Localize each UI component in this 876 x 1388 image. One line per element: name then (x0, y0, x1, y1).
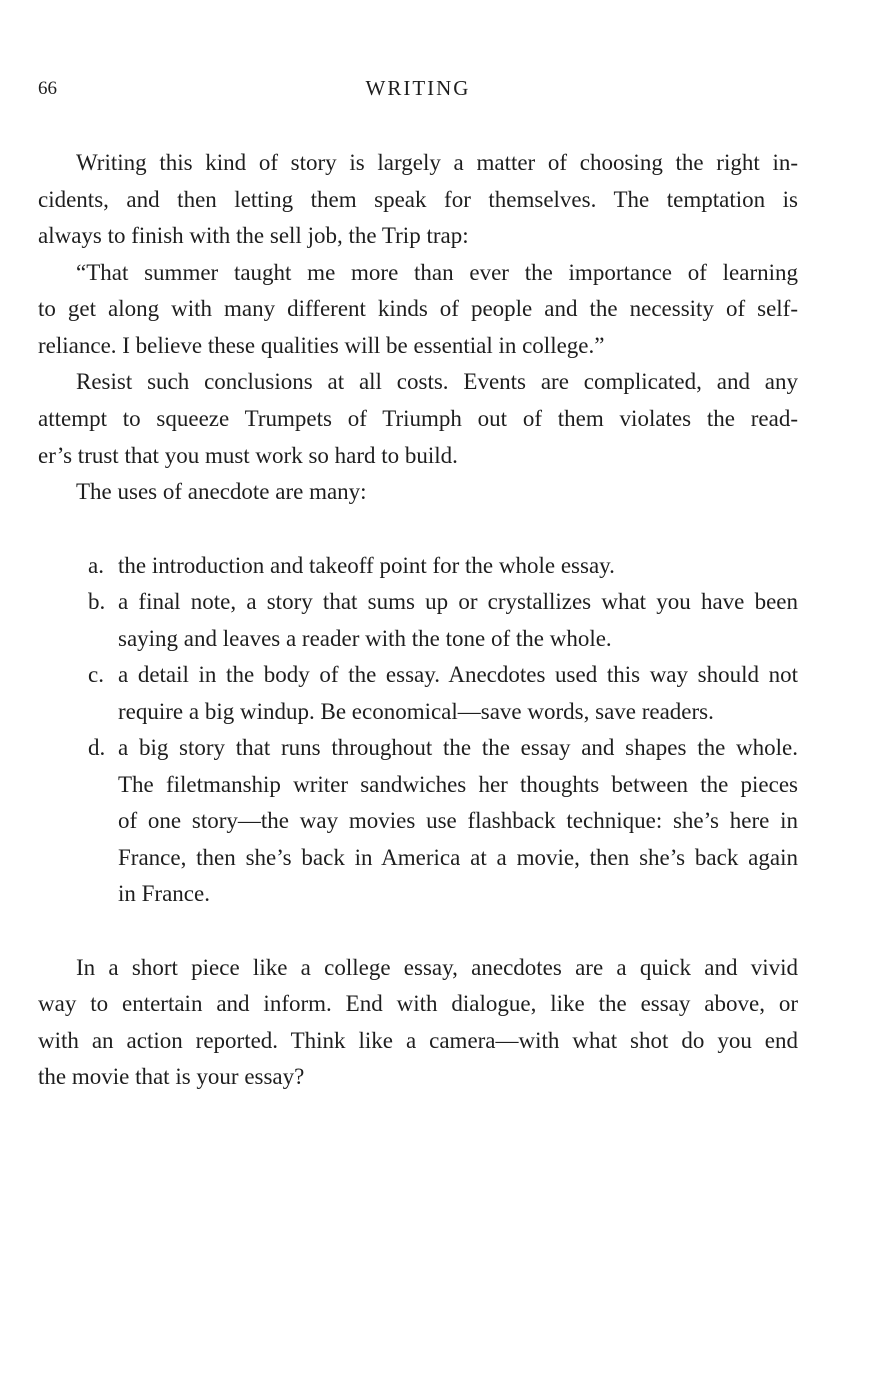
text-line: Resist such conclusions at all costs. Events are complicated, and any (76, 369, 798, 394)
list-item-line: require a big windup. Be economical—save words, save readers. (118, 699, 714, 724)
text-line: always to finish with the sell job, the Trip trap: (38, 223, 469, 248)
running-head: WRITING (365, 76, 471, 100)
list-item-line: a big story that runs throughout the the essay and shapes the whole. (118, 735, 798, 760)
list-item-line: of one story—the way movies use flashback technique: she’s here in (118, 808, 798, 833)
page-number: 66 (38, 78, 57, 99)
list-label: a. (88, 553, 104, 578)
list-item-line: saying and leaves a reader with the tone of the whole. (118, 626, 612, 651)
list-label: c. (88, 662, 104, 687)
text-line: way to entertain and inform. End with dialogue, like the essay above, or (38, 991, 798, 1016)
text-line: “That summer taught me more than ever the importance of learning (76, 260, 798, 285)
text-line: cidents, and then letting them speak for themselves. The temptation is (38, 187, 798, 212)
text-line: attempt to squeeze Trumpets of Triumph out of them violates the read- (38, 406, 798, 431)
text-line: the movie that is your essay? (38, 1064, 305, 1089)
text-line: In a short piece like a college essay, anecdotes are a quick and vivid (76, 955, 798, 980)
text-line: reliance. I believe these qualities will be essential in college.” (38, 333, 605, 358)
list-item-line: in France. (118, 881, 210, 906)
text-line: to get along with many different kinds of people and the necessity of self- (38, 296, 798, 321)
list-item-line: France, then she’s back in America at a movie, then she’s back again (118, 845, 798, 870)
text-line: The uses of anecdote are many: (76, 479, 367, 504)
list-item-line: The filetmanship writer sandwiches her thoughts between the pieces (118, 772, 798, 797)
list-item-line: a detail in the body of the essay. Anecdotes used this way should not (118, 662, 798, 687)
list-label: d. (88, 735, 106, 760)
text-line: Writing this kind of story is largely a matter of choosing the right in- (76, 150, 798, 175)
text-line: with an action reported. Think like a camera—with what shot do you end (38, 1028, 798, 1053)
list-item-line: the introduction and takeoff point for the whole essay. (118, 553, 615, 578)
list-item-line: a final note, a story that sums up or crystallizes what you have been (118, 589, 798, 614)
list-label: b. (88, 589, 106, 614)
text-line: er’s trust that you must work so hard to build. (38, 443, 458, 468)
